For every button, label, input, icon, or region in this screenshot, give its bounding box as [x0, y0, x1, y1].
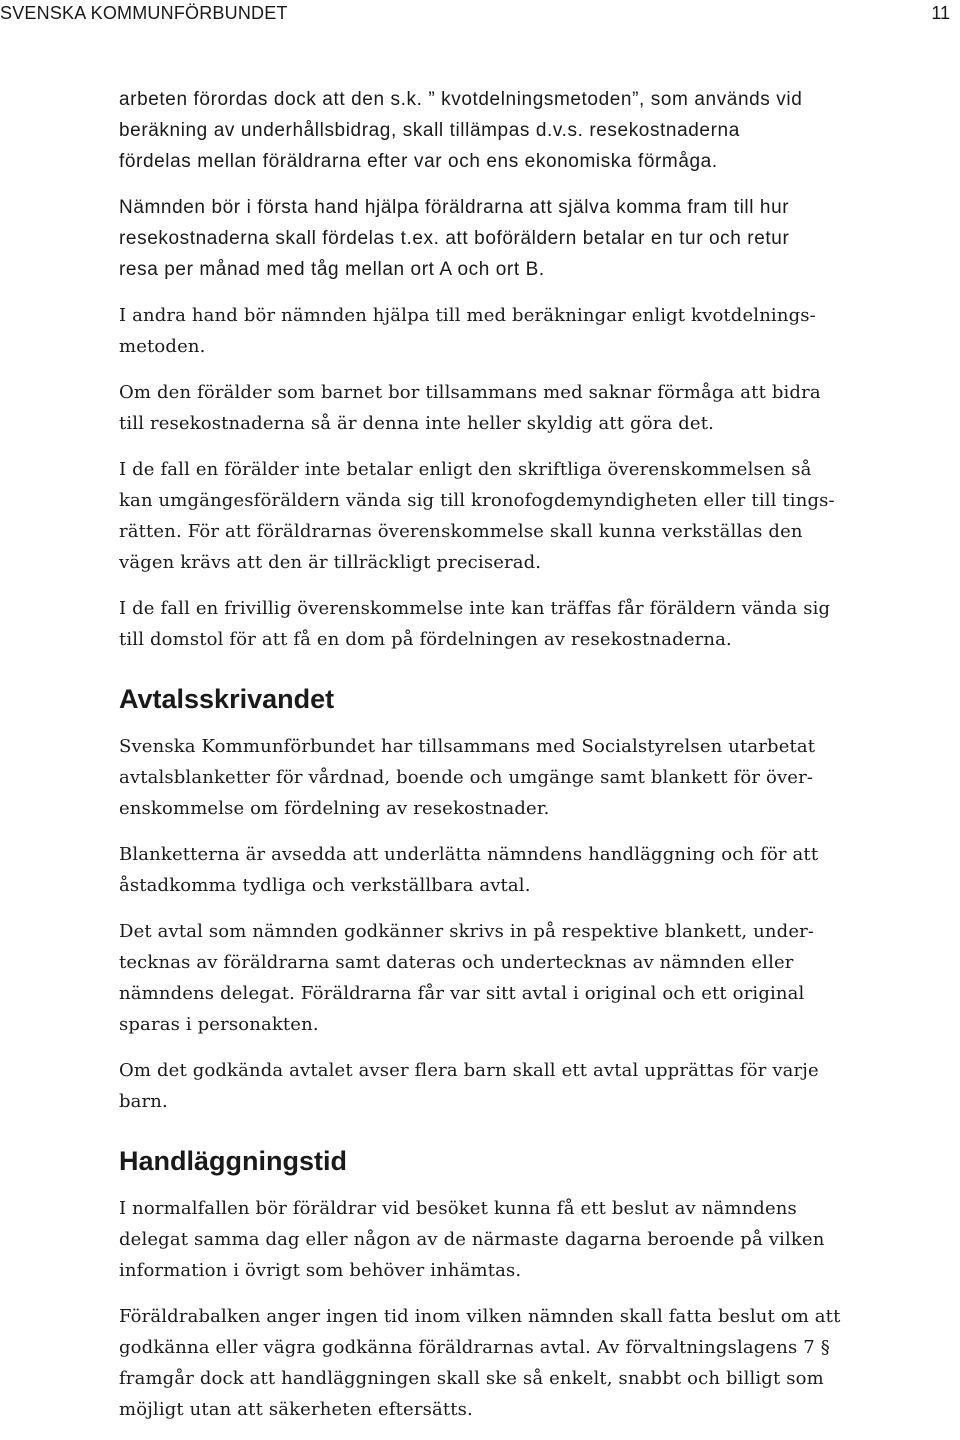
text-line: nämndens delegat. Föräldrarna får var sitt avtal i original och ett original [119, 983, 805, 1004]
text-line: åstadkomma tydliga och verkställbara avtal. [119, 875, 531, 896]
text-line: till resekostnaderna så är denna inte heller skyldig att göra det. [119, 413, 714, 434]
text-line: Det avtal som nämnden godkänner skrivs in på respektive blankett, under- [119, 921, 815, 942]
text-line: delegat samma dag eller någon av de närmaste dagarna beroende på vilken [119, 1229, 825, 1250]
text-line: barn. [119, 1091, 168, 1112]
text-line: beräkning av underhållsbidrag, skall tillämpas d.v.s. resekostnaderna [119, 120, 740, 141]
text-line: I de fall en förälder inte betalar enligt den skriftliga överenskommelsen så [119, 459, 812, 480]
text-line: Föräldrabalken anger ingen tid inom vilken nämnden skall fatta beslut om att [119, 1306, 841, 1327]
paragraph-blanketterna-syfte [119, 839, 919, 901]
page-number: 11 [931, 3, 950, 23]
paragraph-normalfallen [119, 1193, 919, 1286]
document-body [119, 84, 919, 1440]
paragraph-namnden-forsta-hand [119, 192, 919, 285]
text-line: enskommelse om fördelning av resekostnader. [119, 798, 550, 819]
section-heading-avtalsskrivandet: Avtalsskrivandet [119, 684, 335, 714]
text-line: vägen krävs att den är tillräckligt preciserad. [119, 552, 542, 573]
text-line: tecknas av föräldrarna samt dateras och undertecknas av nämnden eller [119, 952, 794, 973]
text-line: avtalsblanketter för vårdnad, boende och umgänge samt blankett för över- [119, 767, 814, 788]
text-line: resa per månad med tåg mellan ort A och ort B. [119, 259, 545, 280]
text-line: Om det godkända avtalet avser flera barn skall ett avtal upprättas för varje [119, 1060, 819, 1081]
paragraph-flera-barn [119, 1055, 919, 1117]
text-line: möjligt utan att säkerheten eftersätts. [119, 1399, 473, 1420]
paragraph-kronofogden [119, 454, 919, 578]
paragraph-forlader-saknar-formaga [119, 377, 919, 439]
text-line: Blanketterna är avsedda att underlätta nämndens handläggning och för att [119, 844, 819, 865]
paragraph-avtal-undertecknas [119, 916, 919, 1040]
text-line: godkänna eller vägra godkänna föräldrarnas avtal. Av förvaltningslagens 7 § [119, 1337, 830, 1358]
paragraph-kvotdelning-intro [119, 84, 919, 177]
text-line: fördelas mellan föräldrarna efter var och ens ekonomiska förmåga. [119, 151, 718, 172]
paragraph-andra-hand [119, 300, 919, 362]
text-line: Svenska Kommunförbundet har tillsammans med Socialstyrelsen utarbetat [119, 736, 816, 757]
text-line: I de fall en frivillig överenskommelse inte kan träffas får föräldern vända sig [119, 598, 831, 619]
paragraph-foraldrabalken [119, 1301, 919, 1425]
text-line: I normalfallen bör föräldrar vid besöket kunna få ett beslut av nämndens [119, 1198, 797, 1219]
text-line: I andra hand bör nämnden hjälpa till med beräkningar enligt kvotdelnings- [119, 305, 816, 326]
text-line: rätten. För att föräldrarnas överenskommelse skall kunna verkställas den [119, 521, 803, 542]
text-line: sparas i personakten. [119, 1014, 319, 1035]
section-heading-handlaggningstid: Handläggningstid [119, 1146, 347, 1176]
text-line: framgår dock att handläggningen skall ske så enkelt, snabbt och billigt som [119, 1368, 824, 1389]
paragraph-avtalsblanketter [119, 731, 919, 824]
text-line: Om den förälder som barnet bor tillsammans med saknar förmåga att bidra [119, 382, 821, 403]
text-line: Nämnden bör i första hand hjälpa föräldrarna att själva komma fram till hur [119, 197, 790, 218]
text-line: information i övrigt som behöver inhämtas. [119, 1260, 522, 1281]
running-header-title: SVENSKA KOMMUNFÖRBUNDET [0, 3, 288, 23]
page-header [0, 0, 960, 28]
text-line: arbeten förordas dock att den s.k. ” kvotdelningsmetoden”, som används vid [119, 89, 803, 110]
text-line: kan umgängesföräldern vända sig till kronofogdemyndigheten eller till tings- [119, 490, 835, 511]
text-line: metoden. [119, 336, 206, 357]
paragraph-domstol [119, 593, 919, 655]
text-line: resekostnaderna skall fördelas t.ex. att boföräldern betalar en tur och retur [119, 228, 790, 249]
text-line: till domstol för att få en dom på fördelningen av resekostnaderna. [119, 629, 732, 650]
